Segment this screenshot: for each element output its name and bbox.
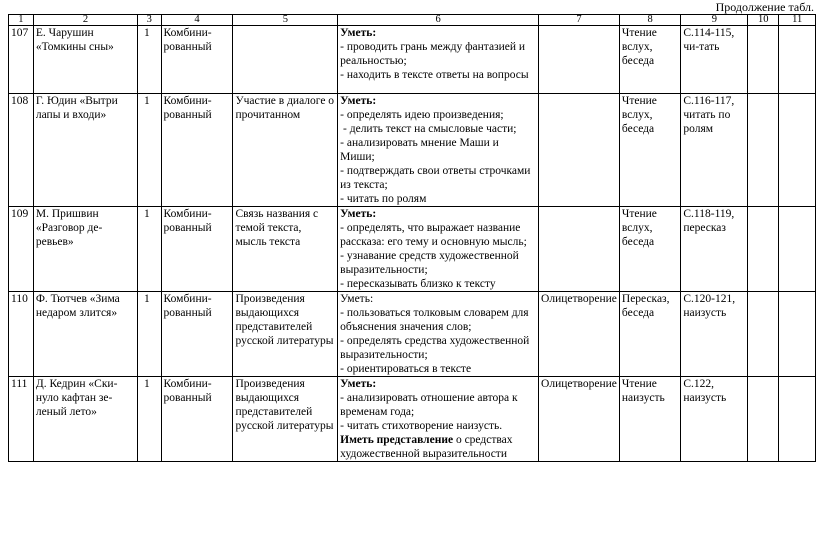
skill-item: - читать по ролям	[340, 193, 427, 205]
lesson-col10	[748, 94, 779, 207]
lesson-plan-table	[8, 14, 816, 462]
skill-note-text: о средствах художественной выразительности	[340, 434, 513, 460]
skill-item: - подтверждать свои ответы строчками из текста;	[340, 165, 531, 191]
skill-item: - находить в тексте ответы на вопросы	[340, 69, 529, 81]
skill-note	[340, 433, 536, 461]
skills-heading: Уметь:	[340, 95, 377, 107]
lesson-col11	[779, 26, 816, 94]
lesson-activity: Чтение вслух, беседа	[619, 94, 680, 207]
lesson-skills	[338, 292, 539, 377]
lesson-col10	[748, 26, 779, 94]
lesson-hours: 1	[138, 94, 162, 207]
table-row	[9, 292, 816, 377]
header-cell: 9	[681, 15, 748, 26]
lesson-skills	[338, 207, 539, 292]
lesson-activity: Чтение наизусть	[619, 377, 680, 462]
lesson-terms: Олицетворение	[539, 377, 620, 462]
skill-item: - пользоваться толковым словарем для объяснения значения слов;	[340, 307, 529, 333]
skill-item: - узнавание средств художественной выразительности;	[340, 250, 519, 276]
lesson-content: Произведения выдающихся представителей русской литературы	[233, 292, 338, 377]
lesson-terms: Олицетворение	[539, 292, 620, 377]
lesson-title: Г. Юдин «Вытри лапы и входи»	[33, 94, 137, 207]
lesson-col10	[748, 207, 779, 292]
lesson-col11	[779, 207, 816, 292]
table-caption: Продолжение табл.	[715, 0, 814, 14]
lesson-type: Комбини-рованный	[161, 292, 233, 377]
lesson-activity: Пересказ, беседа	[619, 292, 680, 377]
skill-note-bold: Иметь представление	[340, 434, 454, 446]
lesson-homework: С.114-115, чи-тать	[681, 26, 748, 94]
lesson-content	[233, 26, 338, 94]
lesson-content: Участие в диалоге о прочитанном	[233, 94, 338, 207]
skill-item: - ориентироваться в тексте	[340, 363, 472, 375]
skills-heading: Уметь:	[340, 293, 374, 305]
lesson-homework: С.120-121, наизусть	[681, 292, 748, 377]
header-cell: 1	[9, 15, 34, 26]
table-row	[9, 377, 816, 462]
header-cell: 2	[33, 15, 137, 26]
lesson-title: Д. Кедрин «Ски-нуло кафтан зе-леный лето»	[33, 377, 137, 462]
lesson-type: Комбини-рованный	[161, 207, 233, 292]
skills-heading: Уметь:	[340, 208, 377, 220]
header-cell: 5	[233, 15, 338, 26]
column-number-row	[9, 15, 816, 26]
lesson-type: Комбини-рованный	[161, 377, 233, 462]
header-cell: 11	[779, 15, 816, 26]
lesson-type: Комбини-рованный	[161, 94, 233, 207]
lesson-hours: 1	[138, 207, 162, 292]
lesson-homework: С.116-117, читать по ролям	[681, 94, 748, 207]
lesson-col11	[779, 94, 816, 207]
header-cell: 7	[539, 15, 620, 26]
skill-item: - пересказывать близко к тексту	[340, 278, 496, 290]
header-cell: 8	[619, 15, 680, 26]
table-row	[9, 94, 816, 207]
skills-heading: Уметь:	[340, 378, 377, 390]
lesson-type: Комбини-рованный	[161, 26, 233, 94]
skill-item: - делить текст на смысловые части;	[340, 123, 517, 135]
lesson-col10	[748, 377, 779, 462]
lesson-activity: Чтение вслух, беседа	[619, 207, 680, 292]
header-cell: 3	[138, 15, 162, 26]
lesson-col11	[779, 292, 816, 377]
lesson-skills	[338, 26, 539, 94]
lesson-skills	[338, 94, 539, 207]
lesson-number: 111	[9, 377, 34, 462]
lesson-content: Произведения выдающихся представителей русской литературы	[233, 377, 338, 462]
table-row	[9, 207, 816, 292]
lesson-hours: 1	[138, 26, 162, 94]
header-cell: 4	[161, 15, 233, 26]
lesson-hours: 1	[138, 292, 162, 377]
lesson-title: М. Пришвин «Разговор де-ревьев»	[33, 207, 137, 292]
lesson-title: Ф. Тютчев «Зима недаром злится»	[33, 292, 137, 377]
lesson-terms	[539, 207, 620, 292]
header-cell: 6	[338, 15, 539, 26]
lesson-col10	[748, 292, 779, 377]
skills-heading: Уметь:	[340, 27, 377, 39]
lesson-terms	[539, 94, 620, 207]
skill-item: - определять средства художественной выразительности;	[340, 335, 530, 361]
lesson-homework: С.122, наизусть	[681, 377, 748, 462]
skill-item: - анализировать отношение автора к временам года;	[340, 392, 518, 418]
skill-item: - анализировать мнение Маши и Миши;	[340, 137, 499, 163]
header-cell: 10	[748, 15, 779, 26]
lesson-homework: С.118-119, пересказ	[681, 207, 748, 292]
lesson-hours: 1	[138, 377, 162, 462]
lesson-number: 109	[9, 207, 34, 292]
lesson-title: Е. Чарушин «Томкины сны»	[33, 26, 137, 94]
lesson-col11	[779, 377, 816, 462]
table-row	[9, 26, 816, 94]
skill-item: - проводить грань между фантазией и реальностью;	[340, 41, 526, 67]
skill-item: - читать стихотворение наизусть.	[340, 420, 503, 432]
skill-item: - определять, что выражает название рассказа: его тему и основную мысль;	[340, 222, 527, 248]
lesson-number: 110	[9, 292, 34, 377]
lesson-number: 107	[9, 26, 34, 94]
skill-item: - определять идею произведения;	[340, 109, 504, 121]
lesson-activity: Чтение вслух, беседа	[619, 26, 680, 94]
lesson-number: 108	[9, 94, 34, 207]
lesson-content: Связь названия с темой текста, мысль текста	[233, 207, 338, 292]
lesson-terms	[539, 26, 620, 94]
lesson-skills	[338, 377, 539, 462]
